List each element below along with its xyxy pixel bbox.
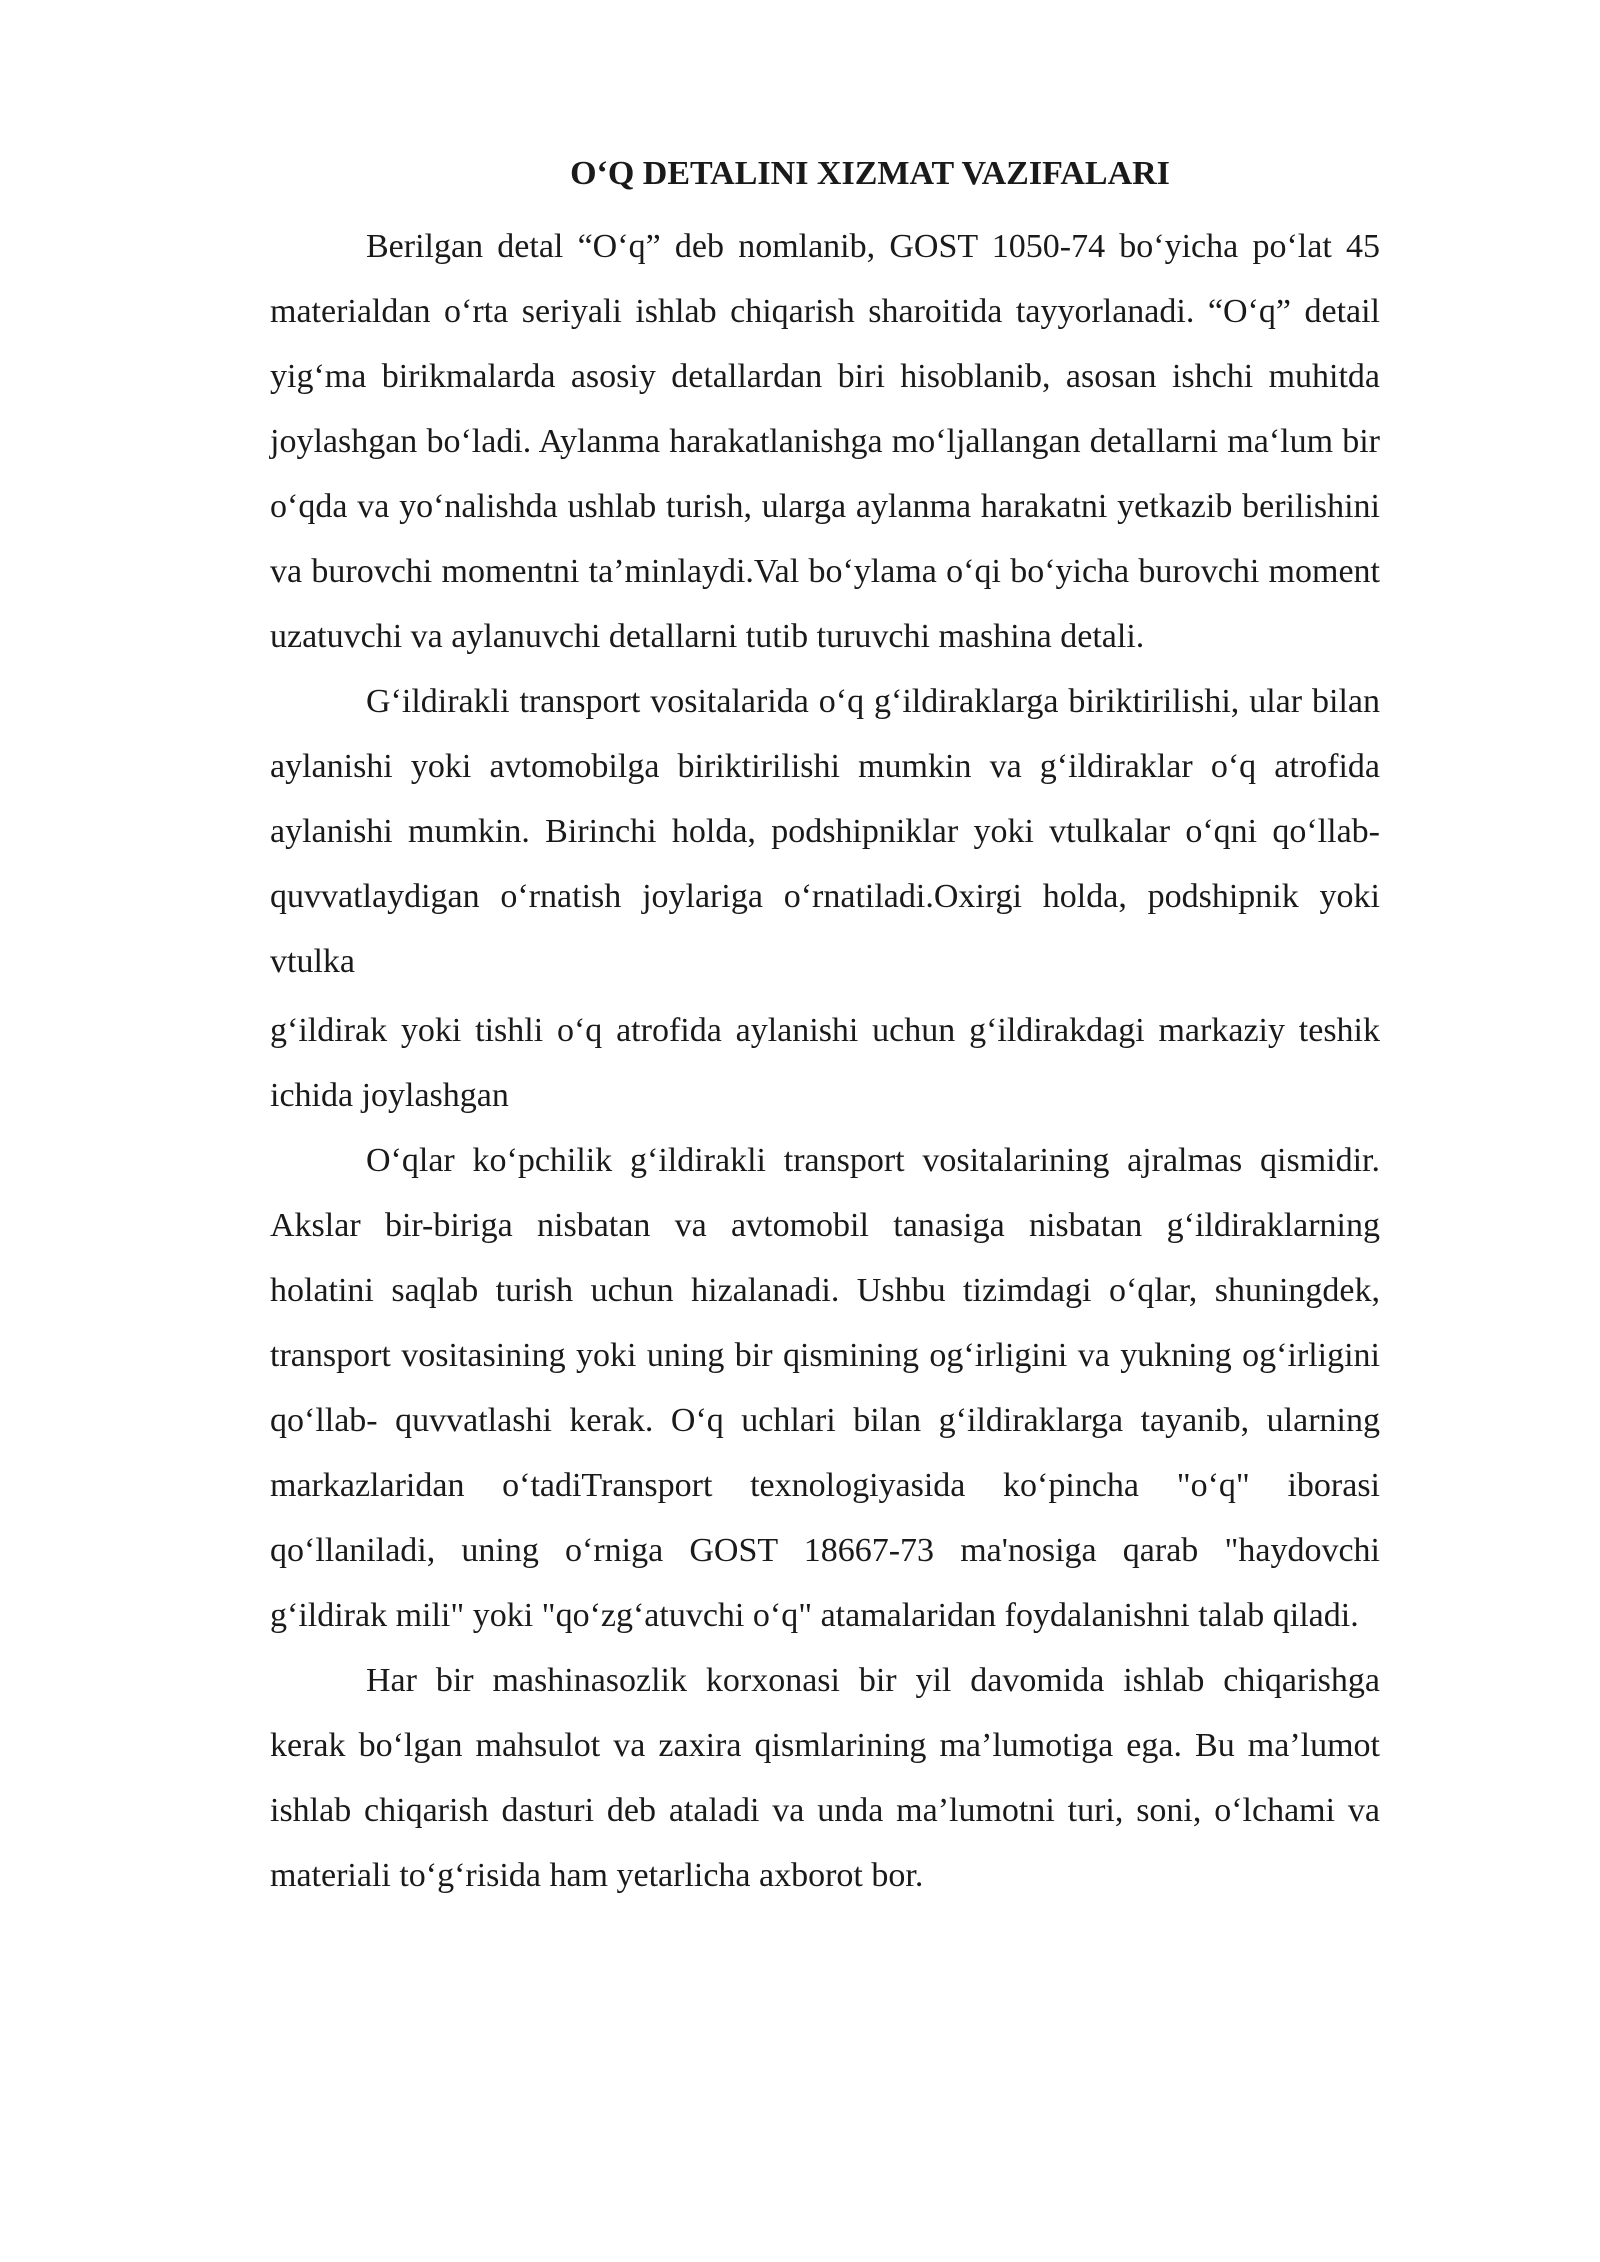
paragraph-3: g‘ildirak yoki tishli o‘q atrofida aylanishi uchun g‘ildirakdagi markaziy teshik ichida joylashgan — [270, 1012, 1380, 1114]
paragraph-5: Har bir mashinasozlik korxonasi bir yil davomida ishlab chiqarishga kerak bo‘lgan mahsulot va zaxira qismlarining ma’lumotiga ega. Bu ma’lumot ishlab chiqarish dasturi deb ataladi va unda ma’lumotni turi, soni, o‘lchami va materiali to‘g‘risida ham yetarlicha axborot bor. — [270, 1662, 1380, 1894]
document-body — [270, 148, 1380, 1908]
paragraph-1: Berilgan detal “O‘q” deb nomlanib, GOST 1050-74 bo‘yicha po‘lat 45 materialdan o‘rta seriyali ishlab chiqarish sharoitida tayyorlanadi. “O‘q” detail yig‘ma birikmalarda asosiy detallardan biri hisoblanib, asosan ishchi muhitda joylashgan bo‘ladi. Aylanma harakatlanishga mo‘ljallangan detallarni ma‘lum bir o‘qda va yo‘nalishda ushlab turish, ularga aylanma harakatni yetkazib berilishini va burovchi momentni ta’minlaydi.Val bo‘ylama o‘qi bo‘yicha burovchi moment uzatuvchi va aylanuvchi detallarni tutib turuvchi mashina detali. — [270, 228, 1380, 655]
paragraph-2: G‘ildirakli transport vositalarida o‘q g‘ildiraklarga biriktirilishi, ular bilan aylanishi yoki avtomobilga biriktirilishi mumkin va g‘ildiraklar o‘q atrofida aylanishi mumkin. Birinchi holda, podshipniklar yoki vtulkalar o‘qni qo‘llab- quvvatlaydigan o‘rnatish joylariga o‘rnatiladi.Oxirgi holda, podshipnik yoki vtulka — [270, 683, 1380, 980]
page-title: O‘Q DETALINI XIZMAT VAZIFALARI — [570, 155, 1170, 192]
paragraph-4: O‘qlar ko‘pchilik g‘ildirakli transport vositalarining ajralmas qismidir. Akslar bir-biriga nisbatan va avtomobil tanasiga nisbatan g‘ildiraklarning holatini saqlab turish uchun hizalanadi. Ushbu tizimdagi o‘qlar, shuningdek, transport vositasining yoki uning bir qismining og‘irligini va yukning og‘irligini qo‘llab- quvvatlashi kerak. O‘q uchlari bilan g‘ildiraklarga tayanib, ularning markazlaridan o‘tadiTransport texnologiyasida ko‘pincha "o‘q" iborasi qo‘llaniladi, uning o‘rniga GOST 18667-73 ma'nosiga qarab "haydovchi g‘ildirak mili" yoki "qo‘zg‘atuvchi o‘q" atamalaridan foydalanishni talab qiladi. — [270, 1142, 1380, 1634]
